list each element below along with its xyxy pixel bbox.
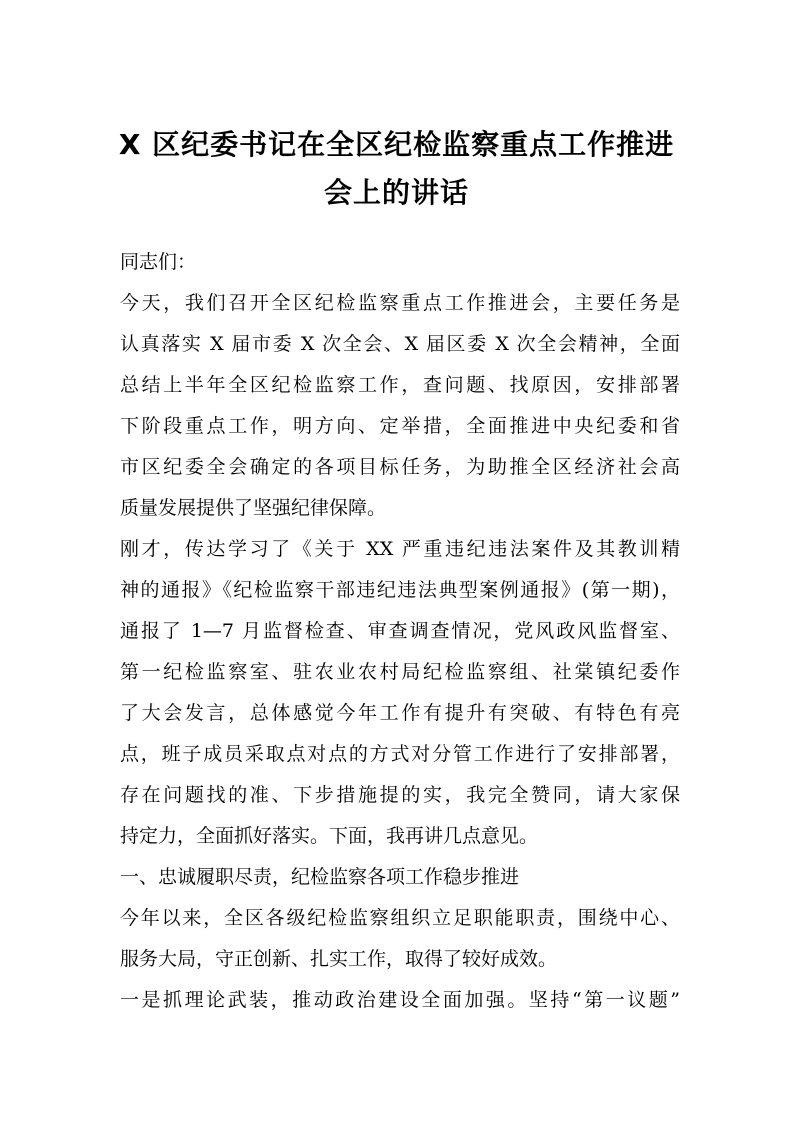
salutation: 同志们： bbox=[120, 251, 197, 273]
body-line: 总结上半年全区纪检监察工作，查问题、找原因，安排部署 bbox=[120, 374, 680, 396]
body-line: 下阶段重点工作，明方向、定举措，全面推进中央纪委和省 bbox=[120, 415, 680, 437]
body-line: 神的通报》《纪检监察干部违纪违法典型案例通报》(第一期)， bbox=[120, 579, 680, 601]
body-line: 市区纪委全会确定的各项目标任务，为助推全区经济社会高 bbox=[120, 456, 680, 478]
body-line: 一是抓理论武装，推动政治建设全面加强。坚持“第一议题” bbox=[120, 989, 680, 1011]
body-line: 今天，我们召开全区纪检监察重点工作推进会，主要任务是 bbox=[120, 292, 680, 314]
document-title-line-2: 会上的讲话 bbox=[323, 176, 469, 209]
body-line: 存在问题找的准、下步措施提的实，我完全赞同，请大家保 bbox=[120, 784, 680, 806]
body-line: 持定力，全面抓好落实。下面，我再讲几点意见。 bbox=[120, 825, 539, 847]
body-line: 第一纪检监察室、驻农业农村局纪检监察组、社棠镇纪委作 bbox=[120, 661, 680, 683]
body-line: 刚才，传达学习了《关于 XX 严重违纪违法案件及其教训精 bbox=[120, 538, 680, 560]
body-line: 今年以来，全区各级纪检监察组织立足职能职责，围绕中心、 bbox=[120, 907, 680, 929]
body-line: 通报了 1—7 月监督检查、审查调查情况，党风政风监督室、 bbox=[120, 620, 680, 642]
body-line: 认真落实 X 届市委 X 次全会、X 届区委 X 次全会精神，全面 bbox=[120, 333, 680, 355]
document-title-line-1: X 区纪委书记在全区纪检监察重点工作推进 bbox=[118, 128, 675, 161]
body-line: 质量发展提供了坚强纪律保障。 bbox=[120, 497, 387, 519]
body-line: 点，班子成员采取点对点的方式对分管工作进行了安排部署， bbox=[120, 743, 680, 765]
body-line: 了大会发言，总体感觉今年工作有提升有突破、有特色有亮 bbox=[120, 702, 680, 724]
section-heading: 一、忠诚履职尽责，纪检监察各项工作稳步推进 bbox=[120, 866, 520, 888]
body-line: 服务大局，守正创新、扎实工作，取得了较好成效。 bbox=[120, 948, 558, 970]
